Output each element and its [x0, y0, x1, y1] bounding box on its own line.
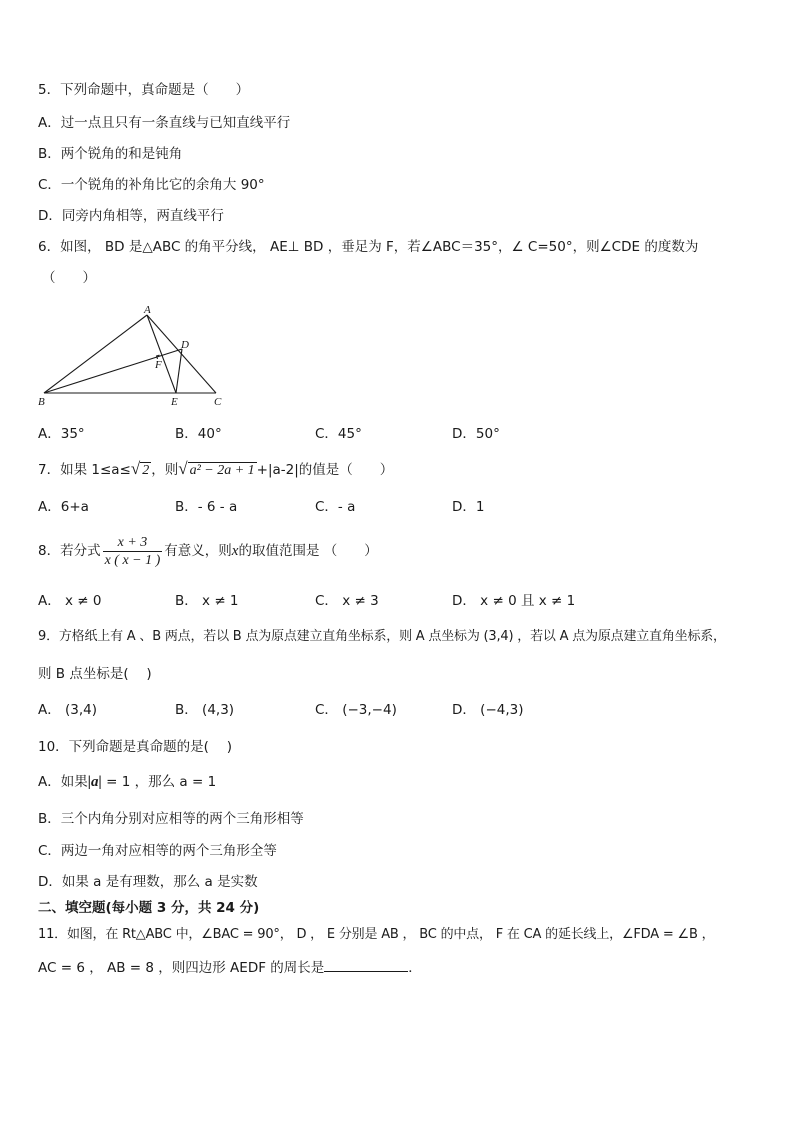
q7-mid: ，则 [151, 462, 179, 478]
q9-option-c: C． (−3,−4) [315, 702, 397, 718]
q9-option-d: D． (−4,3) [452, 702, 524, 718]
q6-option-a: A．35° [38, 426, 85, 442]
q6-option-c: C．45° [315, 426, 362, 442]
q6-paren: （ ） [42, 270, 96, 286]
q8-denominator: x ( x − 1 ) [104, 552, 161, 568]
label-c: C [214, 396, 222, 408]
q8-fraction [103, 534, 163, 569]
q5-option-c: C．一个锐角的补角比它的余角大 90° [38, 177, 265, 193]
q7-sqrt-big: a² − 2a + 1 [189, 463, 255, 478]
q11-end: ． [408, 960, 422, 976]
q8-mid: 有意义，则 [164, 543, 232, 559]
q9-option-a: A． (3,4) [38, 702, 98, 718]
q11-line2-text: AC = 6 ， AB = 8 ，则四边形 AEDF 的周长是 [38, 960, 325, 976]
label-b: B [38, 396, 45, 408]
q8-var: x [231, 543, 239, 559]
q8-numerator: x + 3 [103, 534, 163, 552]
radical-sign: √ [130, 459, 141, 478]
label-e: E [171, 396, 178, 408]
q5-option-b: B．两个锐角的和是钝角 [38, 146, 183, 162]
segment-bd [44, 349, 182, 393]
q5-option-a: A．过一点且只有一条直线与已知直线平行 [38, 115, 291, 131]
label-f: F [155, 359, 162, 371]
q9-option-b: B． (4,3) [175, 702, 235, 718]
q6-figure [34, 304, 234, 410]
q11-line1: 11．如图，在 Rt△ABC 中，∠BAC = 90°， D ， E 分别是 AB ， BC 的中点， F 在 CA 的延长线上，∠FDA = ∠B ， [38, 927, 715, 942]
q8-option-a: A． x ≠ 0 [38, 593, 102, 609]
q10-a-prefix: A．如果 [38, 774, 88, 790]
q7-suffix: +|a-2|的值是（ ） [256, 462, 394, 478]
q8-option-b: B． x ≠ 1 [175, 593, 239, 609]
q6-option-d: D．50° [452, 426, 500, 442]
q6-option-b: B．40° [175, 426, 222, 442]
q10-option-d: D．如果 a 是有理数，那么 a 是实数 [38, 874, 258, 890]
q10-option-b: B．三个内角分别对应相等的两个三角形相等 [38, 811, 304, 827]
q7-option-c: C．- a [315, 499, 356, 515]
q6-stem: 6．如图， BD 是△ABC 的角平分线， AE⊥ BD ，垂足为 F，若∠ABC＝35°，∠ C=50°，则∠CDE 的度数为 [38, 239, 699, 255]
q8-stem [38, 531, 378, 571]
q5-option-d: D．同旁内角相等，两直线平行 [38, 208, 224, 224]
q7-sqrt-small: 2 [142, 463, 150, 478]
q8-prefix: 8．若分式 [38, 543, 101, 559]
q7-option-d: D．1 [452, 499, 485, 515]
q7-option-a: A．6+a [38, 499, 89, 515]
q9-line1: 9．方格纸上有 A 、B 两点，若以 B 点为原点建立直角坐标系，则 A 点坐标为 (3,4) ，若以 A 点为原点建立直角坐标系， [38, 629, 726, 644]
label-a: A [144, 304, 151, 316]
q10-stem: 10．下列命题是真命题的是( ) [38, 739, 233, 755]
q10-a-rest: = 1 ，那么 a = 1 [101, 774, 217, 790]
q7-option-b: B．- 6 - a [175, 499, 238, 515]
q11-line2 [38, 957, 422, 978]
q7-stem [38, 459, 393, 480]
segment-de [176, 349, 182, 393]
answer-blank[interactable] [324, 957, 408, 972]
section-heading: 二、填空题(每小题 3 分，共 24 分) [38, 900, 260, 916]
q10-option-a [38, 772, 216, 792]
segment-ae [147, 315, 176, 393]
q10-option-c: C．两边一角对应相等的两个三角形全等 [38, 843, 277, 859]
side-ba [44, 315, 147, 393]
q5-stem: 5．下列命题中，真命题是（ ） [38, 82, 250, 98]
radical-sign: √ [178, 459, 188, 478]
q9-line2: 则 B 点坐标是( ) [38, 666, 152, 682]
q8-suffix: 的取值范围是 （ ） [238, 543, 378, 559]
q8-option-d: D． x ≠ 0 且 x ≠ 1 [452, 593, 576, 609]
label-d: D [181, 339, 189, 351]
q8-option-c: C． x ≠ 3 [315, 593, 379, 609]
q10-a-abs: |a| [87, 774, 102, 790]
q7-prefix: 7．如果 1≤a≤ [38, 462, 131, 478]
